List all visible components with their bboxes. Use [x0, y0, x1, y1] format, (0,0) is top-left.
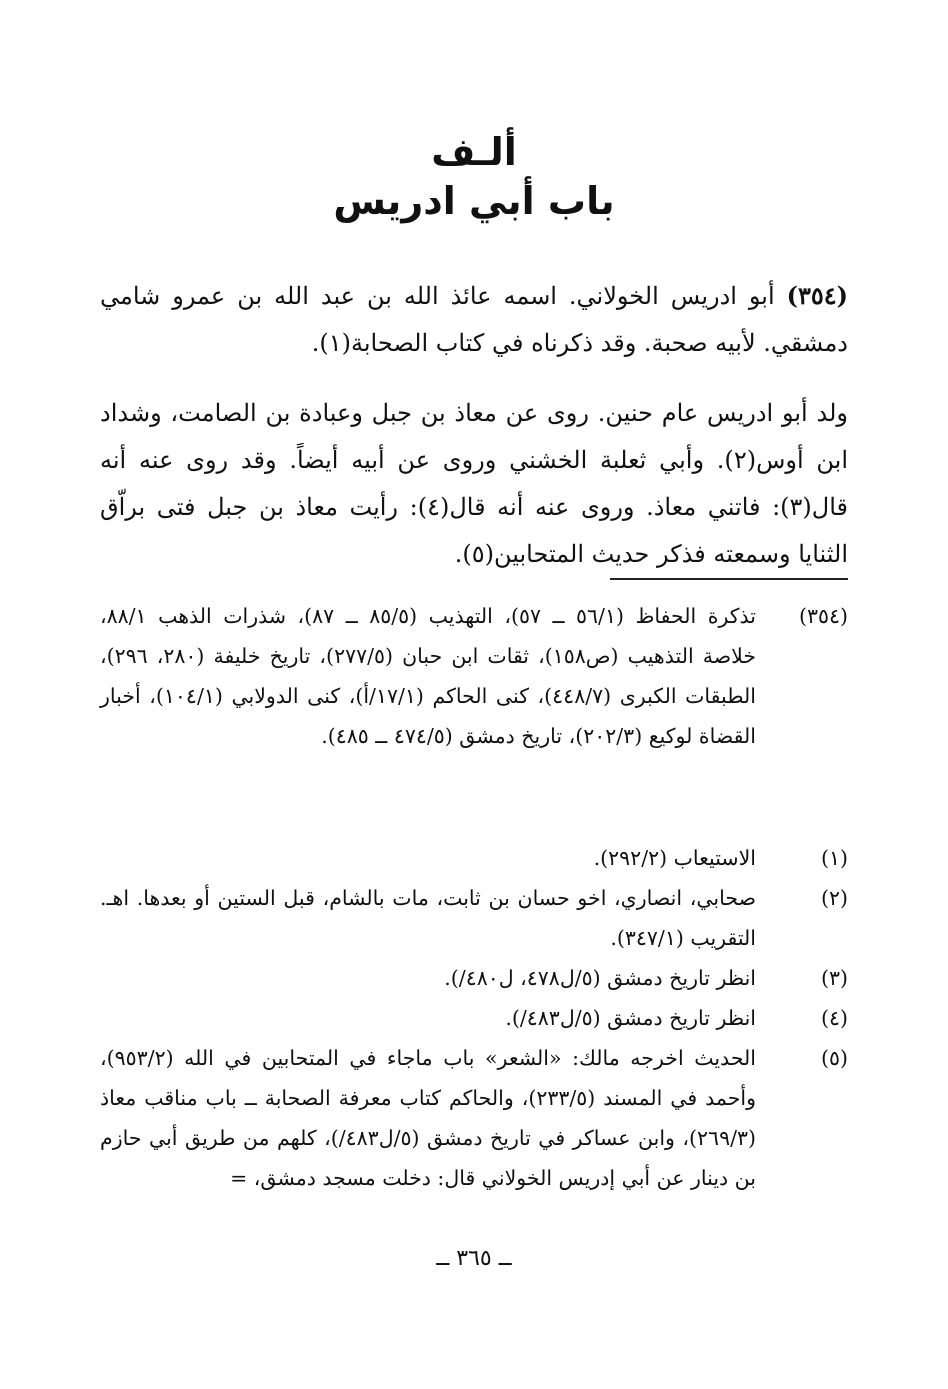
footnote-item — [100, 998, 848, 1038]
sources-number: (٣٥٤) — [798, 604, 848, 628]
sources-note — [100, 596, 848, 756]
footnote-number: (١) — [820, 846, 848, 870]
entry-paragraph-2 — [100, 390, 848, 578]
sources-text: تذكرة الحفاظ (٥٦/١ ــ ٥٧)، التهذيب (٨٥/٥ ــ ٨٧)، شذرات الذهب ٨٨/١، خلاصة التذهيب (ص١٥٨)، ثقات ابن حبان (٢٧٧/٥)، تاريخ خليفة (٢٨٠، ٢٩٦)، الطبقات الكبرى (٤٤٨/٧)، كنى الحاكم (١٧/١/أ)، كنى الدولابي (١٠٤/١)، أخبار القضاة لوكيع (٢٠٢/٣)، تاريخ دمشق (٤٧٤/٥ ــ ٤٨٥). — [100, 604, 757, 748]
footnote-item — [100, 958, 848, 998]
chapter-title: ألـف — [431, 130, 517, 174]
entry-text-2: ولد أبو ادريس عام حنين. روى عن معاذ بن جبل وعبادة بن الصامت، وشداد ابن أوس(٢). وأبي ثعلبة الخشني وروى عن أبيه أيضاً. وقد روى عنه أنه قال(٣): فاتني معاذ. وروى عنه أنه قال(٤): رأيت معاذ بن جبل فتى براّق الثنايا وسمعته فذكر حديث المتحابين(٥). — [100, 399, 849, 568]
footnote-number: (٣) — [820, 966, 848, 990]
footnote-text: الاستيعاب (٢٩٢/٢). — [593, 846, 756, 870]
footnote-text: الحديث اخرجه مالك: «الشعر» باب ماجاء في المتحابين في الله (٩٥٣/٢)، وأحمد في المسند (٢٣٣/٥)، والحاكم كتاب معرفة الصحابة ــ باب مناقب معاذ (٢٦٩/٣)، وابن عساكر في تاريخ دمشق (٥/ل٤٨٣/)، كلهم من طريق أبي حازم بن دينار عن أبي إدريس الخولاني قال: دخلت مسجد دمشق، = — [100, 1046, 756, 1190]
footnote-item — [100, 878, 848, 958]
entry-number: (٣٥٤) — [786, 281, 848, 310]
entry-text-1: أبو ادريس الخولاني. اسمه عائذ الله بن عبد الله بن عمرو شامي دمشقي. لأبيه صحبة. وقد ذكرناه في كتاب الصحابة(١). — [100, 282, 848, 357]
section-title: باب أبي ادريس — [333, 179, 615, 223]
page-number: ــ ٣٦٥ ــ — [436, 1246, 512, 1271]
footnote-item — [100, 1038, 848, 1198]
footnotes-list — [100, 838, 848, 1198]
footnote-text: انظر تاريخ دمشق (٥/ل٤٨٣/). — [505, 1006, 756, 1030]
footnote-text: انظر تاريخ دمشق (٥/ل٤٧٨، ل٤٨٠/). — [444, 966, 756, 990]
footnote-divider — [610, 578, 848, 580]
footnote-number: (٢) — [820, 886, 848, 910]
footnote-text: صحابي، انصاري، اخو حسان بن ثابت، مات بالشام، قبل الستين أو بعدها. اهـ. التقريب (٣٤٧/١). — [100, 886, 756, 950]
footnote-item — [100, 838, 848, 878]
footnote-number: (٤) — [820, 1006, 848, 1030]
title-block — [0, 128, 948, 226]
footnote-number: (٥) — [820, 1046, 848, 1070]
entry-paragraph-1 — [100, 272, 848, 367]
